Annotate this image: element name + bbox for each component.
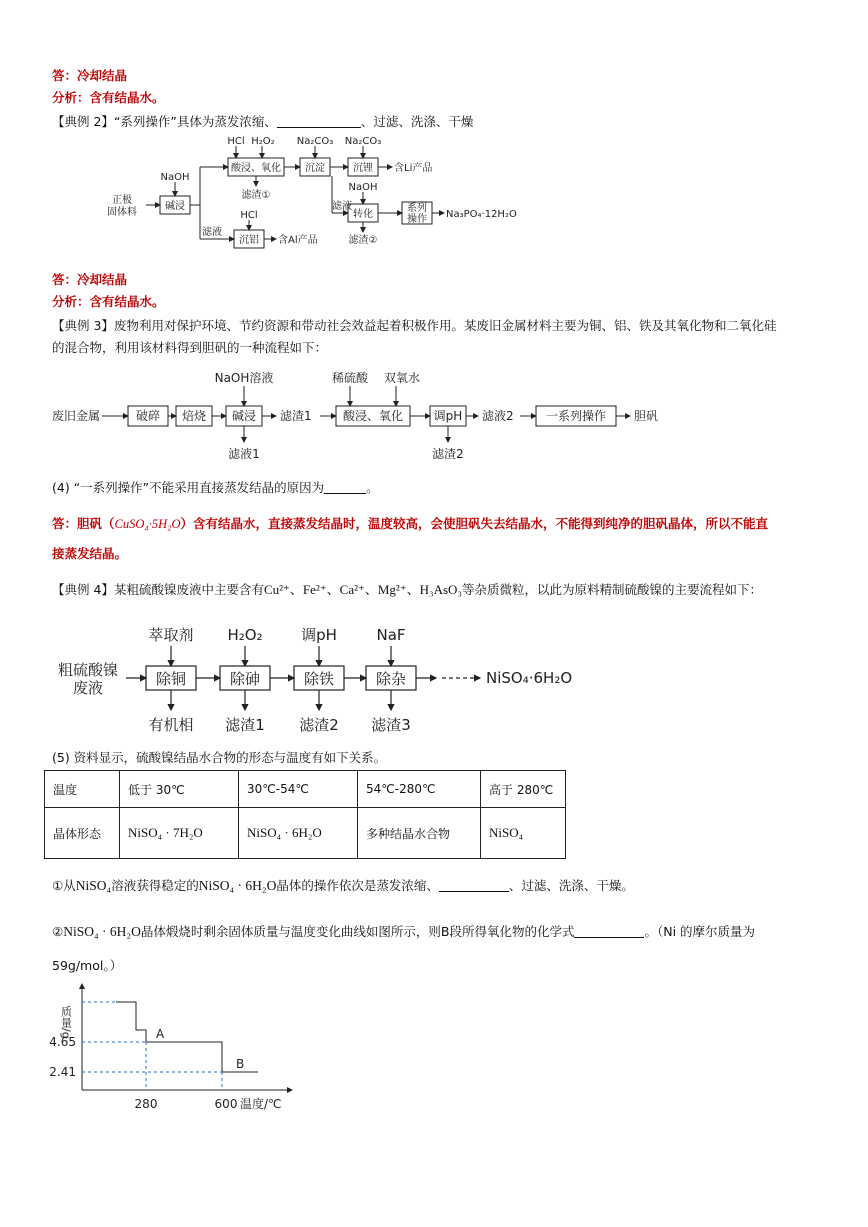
- graph-xlabel: 温度/℃: [240, 1097, 282, 1111]
- example-tag: 【典例 2】: [52, 114, 114, 129]
- mass-temperature-graph: [46, 978, 306, 1118]
- graph-label-b: B: [236, 1057, 245, 1071]
- table-cell: 54℃-280℃: [358, 771, 481, 808]
- flow4-box-chutie: 除铁: [303, 670, 335, 688]
- flow4-product: NiSO₄·6H₂O: [486, 669, 573, 687]
- flow4-bottom-lvzha2: 滤渣2: [299, 716, 339, 734]
- flowchart-3: [50, 366, 690, 466]
- table-cell: NiSO₄ · 6H₂O: [239, 808, 358, 859]
- flow3-xiliusuan: 稀硫酸: [331, 371, 369, 385]
- flow2-chenli: 沉锂: [353, 163, 373, 174]
- question-4-5-intro: (5) 资料显示，硫酸镍结晶水合物的形态与温度有如下关系。: [52, 750, 387, 765]
- flow3-beishao: 焙烧: [181, 409, 207, 423]
- answer-1: 答：冷却结晶: [52, 68, 128, 83]
- graph-label-a: A: [156, 1027, 165, 1041]
- answer-blank: [439, 878, 509, 892]
- analysis-1: 分析：含有结晶水。: [52, 90, 165, 105]
- answer-2: 答：冷却结晶: [52, 272, 128, 287]
- table-cell: NiSO₄: [481, 808, 566, 859]
- table-cell: 温度: [45, 771, 120, 808]
- flow4-bottom-lvzha1: 滤渣1: [225, 716, 265, 734]
- analysis-2: 分析：含有结晶水。: [52, 294, 165, 309]
- flow3-lvye1: 滤液1: [228, 447, 260, 461]
- answer-3-line1: 答：胆矾（CuSO₄·5H₂O）含有结晶水，直接蒸发结晶时，温度较高，会使胆矾失去结晶水，不能得到纯净的胆矾晶体，所以不能直: [52, 516, 769, 531]
- answer-3-line2: 接蒸发结晶。: [52, 546, 128, 561]
- flow4-box-chuza: 除杂: [375, 670, 407, 688]
- example-3-line2: 的混合物，利用该材料得到胆矾的一种流程如下：: [52, 340, 328, 355]
- flow2-jianjin: 碱浸: [165, 201, 185, 212]
- flow3-lvzha1: 滤渣1: [280, 409, 312, 423]
- answer-blank: [324, 480, 366, 494]
- flow2-li-product: 含Li产品: [394, 163, 433, 174]
- flow2-h2o2: H₂O₂: [251, 136, 275, 147]
- flow4-bottom-youjixiang: 有机相: [148, 716, 194, 734]
- flow2-al-product: 含Al产品: [278, 235, 318, 246]
- flow3-naoh: NaOH溶液: [214, 371, 274, 385]
- question-5-2-line2: 59g/mol。）: [52, 958, 123, 973]
- flow2-lvye2: 滤液: [332, 201, 352, 212]
- flow2-xilie-line1: 系列: [407, 203, 427, 214]
- graph-ytick: 4.65: [49, 1035, 76, 1049]
- flow3-suanjin: 酸浸、氧化: [342, 409, 404, 423]
- formula-cuso4: CuSO₄·5H₂O: [114, 517, 181, 531]
- flow3-start: 废旧金属: [52, 409, 101, 423]
- flow4-top-cuiqu: 萃取剂: [148, 626, 194, 644]
- flow2-hcl1: HCl: [227, 136, 245, 147]
- graph-xtick: 280: [134, 1097, 158, 1111]
- flow2-lvzha2: 滤渣②: [348, 235, 378, 246]
- flow2-input-line2: 固体料: [107, 207, 137, 218]
- flow4-top-tiaoph: 调pH: [301, 626, 337, 644]
- answer-blank: [277, 114, 361, 128]
- flow2-lvzha1: 滤渣①: [241, 190, 271, 201]
- flow2-suanjin: 酸浸、氧化: [231, 163, 281, 174]
- flow2-product: Na₃PO₄·12H₂O: [446, 209, 517, 220]
- example-3-line1: 【典例 3】废物利用对保护环境、节约资源和带动社会效益起着积极作用。某废旧金属材料主要为铜、铝、铁及其氧化物和二氧化硅: [52, 318, 777, 333]
- flow4-box-chushen: 除砷: [229, 670, 261, 688]
- table-cell: 低于 30℃: [120, 771, 239, 808]
- flow2-hcl2: HCl: [240, 210, 258, 221]
- flow2-na2co3-b: Na₂CO₃: [344, 136, 382, 147]
- table-cell: 晶体形态: [45, 808, 120, 859]
- flow3-danfan: 胆矾: [634, 409, 659, 423]
- flow4-top-h2o2: H₂O₂: [227, 626, 263, 644]
- flow2-xilie-line2: 操作: [407, 214, 427, 225]
- flow4-start-line1: 粗硫酸镍: [57, 661, 119, 679]
- table-row: [45, 808, 566, 859]
- table-row: [45, 771, 566, 808]
- example-4-question: 【典例 4】某粗硫酸镍废液中主要含有Cu²⁺、Fe²⁺、Ca²⁺、Mg²⁺、H₃AsO₃等杂质微粒，以此为原料精制硫酸镍的主要流程如下：: [52, 582, 762, 597]
- flow4-box-chutong: 除铜: [155, 670, 187, 688]
- graph-ytick: 2.41: [49, 1065, 76, 1079]
- example-2-question: 【典例 2】“系列操作”具体为蒸发浓缩、 、过滤、洗涤、干燥: [52, 114, 474, 129]
- flowchart-4: [52, 622, 612, 742]
- flowchart-2: [100, 132, 540, 252]
- flow2-lvye1: 滤液: [202, 227, 222, 238]
- flow2-input-line1: 正极: [112, 195, 132, 206]
- table-cell: NiSO₄ · 7H₂O: [120, 808, 239, 859]
- table-cell: 高于 280℃: [481, 771, 566, 808]
- example-tag: 【典例 3】: [52, 318, 114, 333]
- flow3-jianjin: 碱浸: [231, 409, 257, 423]
- flow2-naoh: NaOH: [160, 172, 190, 183]
- example-tag: 【典例 4】: [52, 582, 114, 597]
- flow3-shuangyangshui: 双氧水: [383, 371, 421, 385]
- question-3-4: (4) “一系列操作”不能采用直接蒸发结晶的原因为 。: [52, 480, 379, 495]
- flow3-yixilie: 一系列操作: [545, 409, 607, 423]
- flow2-zhuanhua: 转化: [353, 209, 373, 220]
- graph-ylabel: 质量/g: [59, 1006, 73, 1039]
- question-5-2: ②NiSO₄ · 6H₂O晶体煅烧时剩余固体质量与温度变化曲线如图所示，则B段所得氧化物的化学式 。（Ni 的摩尔质量为: [52, 924, 756, 939]
- flow3-tiaoph: 调pH: [433, 409, 463, 423]
- question-5-1: ①从NiSO₄溶液获得稳定的NiSO₄ · 6H₂O晶体的操作依次是蒸发浓缩、 、过滤、洗涤、干燥。: [52, 878, 634, 893]
- flow4-start-line2: 废液: [72, 679, 104, 697]
- graph-xtick: 600: [214, 1097, 238, 1111]
- table-cell: 多种结晶水合物: [358, 808, 481, 859]
- flow4-bottom-lvzha3: 滤渣3: [371, 716, 411, 734]
- flow2-chenlv: 沉铝: [239, 235, 259, 246]
- flow2-na2co3-a: Na₂CO₃: [296, 136, 334, 147]
- flow3-lvzha2: 滤渣2: [432, 447, 464, 461]
- ion-list: Cu²⁺、Fe²⁺、Ca²⁺、Mg²⁺、H₃AsO₃: [263, 582, 462, 597]
- flow4-top-naf: NaF: [376, 626, 406, 644]
- answer-blank: [574, 924, 644, 938]
- flow2-naoh2: NaOH: [348, 182, 378, 193]
- flow3-lvye2: 滤液2: [482, 409, 514, 423]
- table-cell: 30℃-54℃: [239, 771, 358, 808]
- flow3-posui: 破碎: [135, 409, 161, 423]
- temperature-table: [44, 770, 566, 859]
- flow2-chendian: 沉淀: [305, 163, 325, 174]
